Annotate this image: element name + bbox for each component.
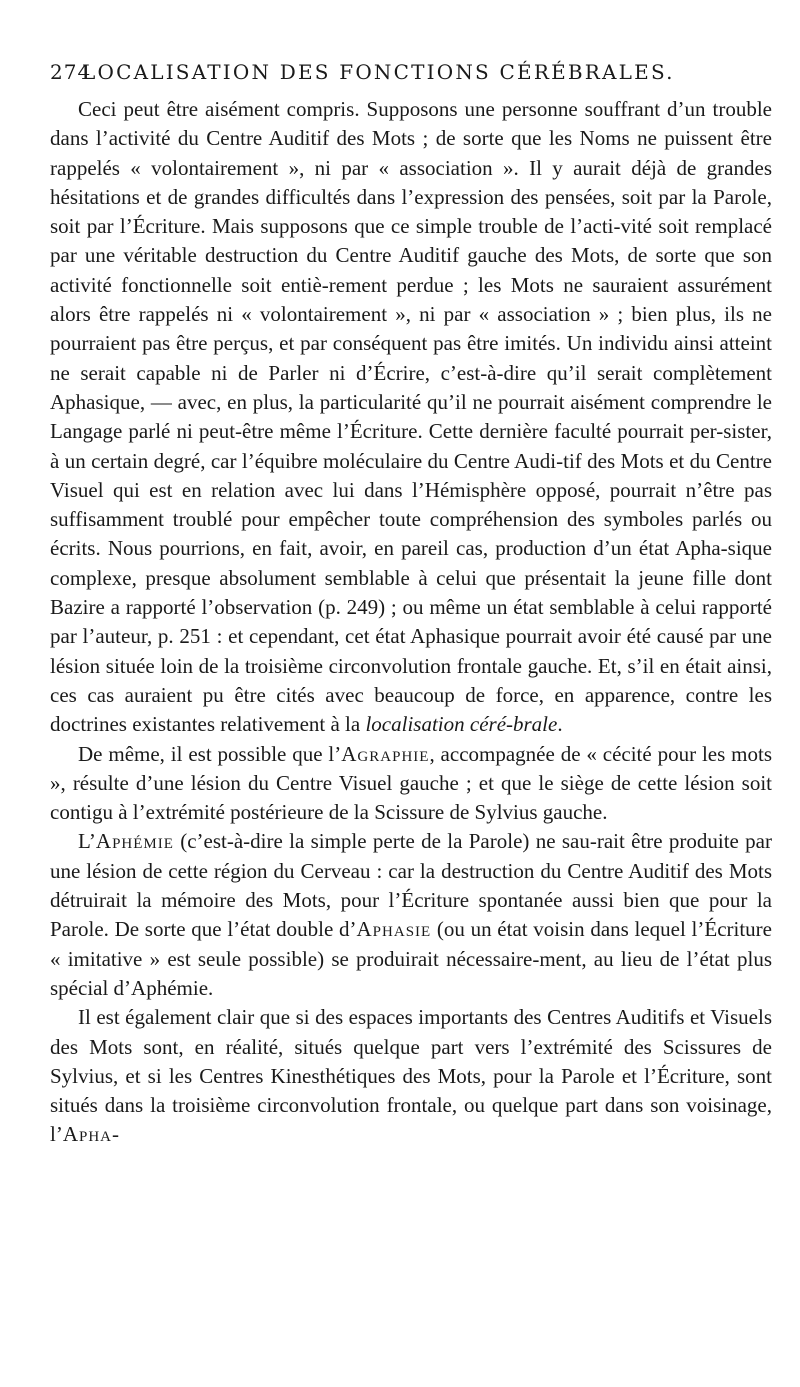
text-segment: De même, il est possible que l’ bbox=[78, 741, 342, 766]
paragraph-3 bbox=[50, 827, 772, 1003]
text-segment: L’ bbox=[78, 829, 96, 854]
text-segment: (ou un état voisin dans lequel l’Écriture « imitative » est seule possible) se produirait nécessaire-ment, au lieu de l’état plus spécial d’Aphémie. bbox=[50, 917, 772, 1000]
text-segment: (c’est-à-dire la simple perte de la Parole) ne sau-rait être produite par une lésion de cette région du Cerveau : car la destruction du Centre Auditif des Mots détruirait la mémoire des Mots, pour l’Écriture spontanée aussi bien que pour la Parole. De sorte que l’état double d’ bbox=[50, 829, 772, 942]
paragraph-4 bbox=[50, 1003, 772, 1149]
text-segment: , accompagnée de « cécité pour les mots », résulte d’une lésion du Centre Visuel gauche ; et que le siège de cette lésion soit contigu à l’extrémité postérieure de la Scissure de Sylvius gauche. bbox=[50, 741, 772, 825]
page-number: 274 bbox=[50, 60, 92, 84]
page-header bbox=[50, 60, 772, 90]
text-segment: Ceci peut être aisément compris. Supposons une personne souffrant d’un trouble dans l’activité du Centre Auditif des Mots ; de sorte que les Noms ne puissent être rappelés « volontairement », ni par « association ». Il y aurait déjà de grandes hésitations et de grandes difficultés dans l’expression des pensées, soit par la Parole, soit par l’Écriture. Mais supposons que ce simple trouble de l’acti-vité soit remplacé par une véritable destruction du Centre Auditif gauche des Mots, de sorte que son activité fonctionnelle soit entiè-rement perdue ; les Mots ne sauraient assurément alors être rappelés ni « volontairement », ni par « association » ; bien plus, ils ne pourraient pas être perçus, et par conséquent pas être imités. Un individu ainsi atteint ne serait capable ni de Parler ni d’Écrire, c’est-à-dire qu’il serait complètement Aphasique, — avec, en plus, la particularité qu’il ne pourrait aisément comprendre le Langage parlé ni peut-être même l’Écriture. Cette dernière faculté pourrait per-sister, à un certain degré, car l’équibre moléculaire du Centre Audi-tif des Mots et du Centre Visuel qui est en relation avec lui dans l’Hémisphère opposé, pourrait n’être pas suffisamment troublé pour empêcher toute compréhension des symboles parlés ou écrits. Nous pourrions, en fait, avoir, en pareil cas, production d’un état Apha-sique complexe, presque absolument semblable à celui que présentait la jeune fille dont Bazire a rapporté l’observation (p. 249) ; ou même un état semblable à celui rapporté par l’auteur, p. 251 : et cependant, cet état Aphasique pourrait avoir été causé par une lésion située loin de la troisième circonvolution frontale gauche. Et, s’il en était ainsi, ces cas auraient pu être cités avec beaucoup de force, en apparence, contre les doctrines existantes relativement à la bbox=[50, 97, 772, 737]
text-segment: Il est également clair que si des espaces importants des Centres Auditifs et Visuels des Mots sont, en réalité, situés quelque part vers l’extrémité des Scissures de Sylvius, et si les Centres Kinesthétiques des Mots, pour la Parole et l’Écriture, sont situés dans la troisième circonvolution frontale, ou quelque part dans son voisinage, l’ bbox=[50, 1005, 772, 1147]
paragraph-2 bbox=[50, 740, 772, 828]
running-title: LOCALISATION DES FONCTIONS CÉRÉBRALES. bbox=[82, 60, 675, 84]
text-segment: . bbox=[557, 712, 563, 737]
smallcaps-term: Aphasie bbox=[356, 917, 432, 942]
smallcaps-term: Agraphie bbox=[341, 741, 430, 766]
smallcaps-term: Aphémie bbox=[95, 829, 174, 854]
italic-term: localisation céré-brale bbox=[365, 712, 558, 737]
smallcaps-term: Apha- bbox=[62, 1122, 120, 1147]
body-text bbox=[50, 95, 772, 1150]
paragraph-1 bbox=[50, 95, 772, 740]
